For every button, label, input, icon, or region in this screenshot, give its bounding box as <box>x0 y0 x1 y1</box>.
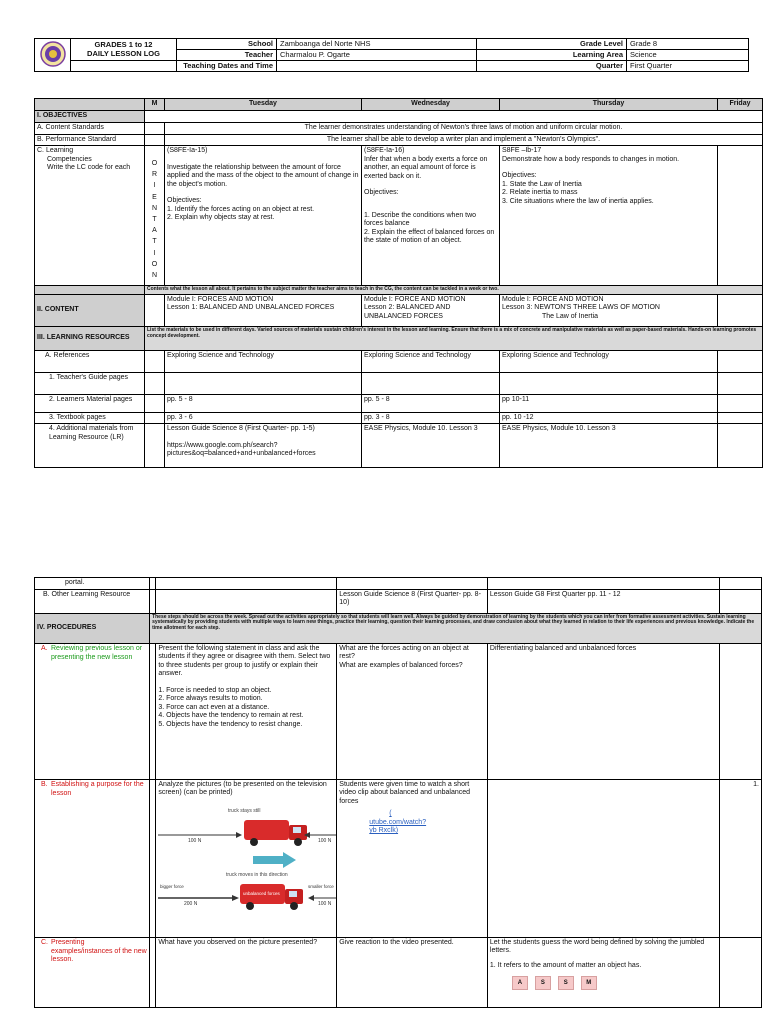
performance-standard-text: The learner shall be able to develop a writer plan and implement a "Newton's Olympics". <box>165 134 763 146</box>
quarter-label: Quarter <box>477 61 627 72</box>
module-title: Module I: FORCE AND MOTION <box>502 295 604 303</box>
big-arrow-head <box>232 895 239 901</box>
orientation-letter: T <box>152 216 157 223</box>
smaller-force-label: smaller force <box>308 883 335 889</box>
competency-text: Infer that when a body exerts a force on another, an equal amount of force is exerted back on it. <box>364 155 488 180</box>
search-url-link-cont[interactable]: pictures&oq=balanced+and+unbalanced+forces <box>167 450 316 458</box>
day-friday: Friday <box>718 99 763 111</box>
grade-value: Grade 8 <box>627 39 749 50</box>
letter-tile: M <box>581 976 597 990</box>
wednesday-reference: Exploring Science and Technology <box>362 350 500 372</box>
content-heading: II. CONTENT <box>35 294 145 326</box>
objectives-title: Objectives: <box>364 189 399 197</box>
procedure-letter: C. <box>41 938 48 946</box>
day-wednesday: Wednesday <box>362 99 500 111</box>
orientation-column <box>145 146 165 286</box>
video-link-id[interactable]: yb Rxclk) <box>369 827 399 835</box>
thursday-content <box>500 294 718 326</box>
thursday-reference: Exploring Science and Technology <box>500 350 718 372</box>
letter-tile: A <box>512 976 528 990</box>
thursday-competency <box>500 146 718 286</box>
module-title: Module I: FORCE AND MOTION <box>364 295 466 303</box>
tuesday-lm-pages: pp. 5 - 8 <box>165 394 362 412</box>
learners-material-label: 2. Learners Material pages <box>35 394 145 412</box>
competency-code: (S8FE-Ia-15) <box>167 147 208 155</box>
statement-item: 4. Objects have the tendency to remain at rest. <box>158 712 304 720</box>
statement-item: 5. Objects have the tendency to resist change. <box>158 720 303 728</box>
orientation-letter: N <box>151 271 158 279</box>
truck-1 <box>244 820 307 846</box>
lesson-table-page2 <box>34 577 762 1008</box>
module-title: Module I: FORCES AND MOTION <box>167 295 274 303</box>
motion-arrow-head <box>283 852 296 868</box>
resources-note: List the materials to be used in different days. Varied sources of materials sustain children's interest in the lesson and learning. Ensure that there is a mix of concrete and manipulative materials as well as paper-based materials. Hands-on learning promotes concept development. <box>145 326 763 350</box>
orientation-letter: I <box>153 182 156 190</box>
search-url-link[interactable]: https://www.google.com.ph/search? <box>167 441 278 449</box>
wednesday-procedure-a: What are the forces acting on an object at rest? What are examples of balanced forces? <box>337 643 488 779</box>
procedure-title: Presenting examples/instances of the new lesson. <box>51 939 147 964</box>
additional-materials-label: 4. Additional materials from Learning Resource (LR) <box>35 424 145 468</box>
tuesday-competency <box>165 146 362 286</box>
procedure-title: Reviewing previous lesson or presenting the new lesson <box>51 645 143 661</box>
unbalanced-label: unbalanced forces <box>243 890 281 896</box>
competencies-label-3: Write the LC code for each <box>47 164 131 172</box>
thursday-lm-pages: pp 10-11 <box>500 394 718 412</box>
video-link[interactable]: utube.com/watch? <box>369 818 427 826</box>
competency-code: S8FE –Ib-17 <box>502 147 542 155</box>
lesson-table-page1 <box>34 98 763 468</box>
objectives-title: Objectives: <box>502 172 537 180</box>
orientation-letter: O <box>151 160 158 168</box>
procedures-heading: IV. PROCEDURES <box>35 613 150 643</box>
deped-seal <box>35 39 71 72</box>
thursday-other-resource: Lesson Guide G8 First Quarter pp. 11 - 12 <box>487 589 719 613</box>
competency-code: (S8FE-Ia-16) <box>364 147 405 155</box>
bigger-force-label: bigger force <box>160 883 185 889</box>
objective-item: 1. Identify the forces acting on an object at rest. <box>167 205 315 213</box>
lesson-guide-ref: Lesson Guide Science 8 (First Quarter- pp. 1-5) <box>167 425 315 433</box>
content-standards-text: The learner demonstrates understanding of Newton's three laws of motion and uniform circular motion. <box>165 123 763 135</box>
textbook-label: 3. Textbook pages <box>35 412 145 424</box>
smaller-force-value: 100 N <box>318 900 332 907</box>
competencies-label-2: Competencies <box>47 155 92 163</box>
orientation-letter: O <box>151 260 158 268</box>
competencies-label-1: C. Learning <box>37 147 74 155</box>
day-thursday: Thursday <box>500 99 718 111</box>
procedure-b-label <box>35 779 150 937</box>
lesson-title: Lesson 3: NEWTON'S THREE LAWS OF MOTION <box>502 304 660 312</box>
title-line1: GRADES 1 to 12 <box>94 39 153 49</box>
area-value: Science <box>627 50 749 61</box>
orientation-letter: E <box>152 193 157 201</box>
wednesday-other-resource: Lesson Guide Science 8 (First Quarter- pp. 8-10) <box>337 589 488 613</box>
procedures-note: These steps should be across the week. Spread out the activities appropriately so that students will learn well. Always be guided by demonstration of learning by the students which you can infer from formative assessment activities. Sustain learning systematically by providing students with multiple ways to learn new things, practice their learning, question their learning processes, and draw conclusion about what they learned in relation to their life experiences and previous knowledge. Indicate the time allotment for each step. <box>150 613 762 643</box>
tuesday-content <box>165 294 362 326</box>
thursday-procedure-c <box>487 937 719 1007</box>
tuesday-textbook-pages: pp. 3 - 6 <box>165 412 362 424</box>
references-label: A. References <box>35 350 145 372</box>
lesson-title: Lesson 1: BALANCED AND UNBALANCED FORCES <box>167 304 335 312</box>
procedure-title: Establishing a purpose for the lesson <box>51 781 144 797</box>
competency-text: Demonstrate how a body responds to changes in motion. <box>502 155 680 163</box>
statement-list <box>158 687 334 730</box>
jumbled-letters <box>490 976 717 990</box>
objective-item: 2. Relate inertia to mass <box>502 189 578 197</box>
balanced-forces-picture <box>158 798 336 928</box>
jumbled-question: 1. It refers to the amount of matter an object has. <box>489 961 642 969</box>
dates-label: Teaching Dates and Time <box>177 61 277 72</box>
school-label: School <box>177 39 277 50</box>
school-value: Zamboanga del Norte NHS <box>277 39 477 50</box>
bigger-force-value: 200 N <box>184 900 198 907</box>
portal-continued: portal. <box>35 578 150 590</box>
thursday-procedure-a: Differentiating balanced and unbalanced forces <box>487 643 719 779</box>
wednesday-content <box>362 294 500 326</box>
procedure-text: Let the students guess the word being defined by solving the jumbled letters. <box>489 938 705 955</box>
motion-arrow-body <box>253 856 283 864</box>
tuesday-procedure-a <box>156 643 337 779</box>
tuesday-additional <box>165 424 362 468</box>
competencies-label <box>35 146 145 286</box>
procedure-text: Analyze the pictures (to be presented on the television screen) (can be printed) <box>158 780 327 797</box>
video-link-open[interactable]: ( <box>389 810 392 818</box>
statement-item: 2. Force always results to motion. <box>158 695 263 703</box>
lesson-subtitle: The Law of Inertia <box>542 312 599 320</box>
content-note: Contents what the lesson all about. It pertains to the subject matter the teacher aims to teach in the CG, the content can be tackled in a week or two. <box>145 286 763 295</box>
teacher-label: Teacher <box>177 50 277 61</box>
objectives-title: Objectives: <box>167 197 202 205</box>
lesson-title: Lesson 2: BALANCED AND UNBALANCED FORCES <box>364 304 451 320</box>
orientation-letter: A <box>152 227 157 235</box>
letter-tile: S <box>558 976 574 990</box>
title-line2: DAILY LESSON LOG <box>87 48 160 58</box>
procedure-text: Students were given time to watch a short video clip about balanced and unbalanced forces <box>339 780 471 805</box>
content-standards-label: A. Content Standards <box>35 123 145 135</box>
quarter-value: First Quarter <box>627 61 749 72</box>
truck-diagram <box>158 798 336 928</box>
left-arrow-head <box>236 832 242 838</box>
objective-item: 1. State the Law of Inertia <box>502 180 582 188</box>
procedure-a-label <box>35 643 150 779</box>
caption-stays-still: truck stays still <box>228 807 261 814</box>
wednesday-competency <box>362 146 500 286</box>
wednesday-procedure-c: Give reaction to the video presented. <box>337 937 488 1007</box>
other-resources-label: B. Other Learning Resource <box>35 589 150 613</box>
right-force-label: 100 N <box>318 837 332 844</box>
competency-text: Investigate the relationship between the amount of force applied and the mass of the object to the amount of change in the object's motion. <box>167 163 359 188</box>
dates-value <box>277 61 477 72</box>
objective-item: 1. Describe the conditions when two forces balance <box>364 211 477 228</box>
grade-label: Grade Level <box>477 39 627 50</box>
performance-standard-label: B. Performance Standard <box>35 134 145 146</box>
tuesday-procedure-b <box>156 779 337 937</box>
orientation-letter: R <box>151 171 158 179</box>
objectives-heading: I. OBJECTIVES <box>35 111 145 123</box>
wednesday-textbook-pages: pp. 3 - 8 <box>362 412 500 424</box>
seal-icon <box>40 41 66 67</box>
truck-2 <box>240 884 303 910</box>
left-force-label: 100 N <box>188 837 202 844</box>
thursday-textbook-pages: pp. 10 -12 <box>500 412 718 424</box>
procedure-letter: B. <box>41 780 48 788</box>
orientation-letter: T <box>152 238 157 246</box>
procedure-c-label <box>35 937 150 1007</box>
day-tuesday: Tuesday <box>165 99 362 111</box>
thursday-additional: EASE Physics, Module 10. Lesson 3 <box>500 424 718 468</box>
procedure-letter: A. <box>41 644 48 652</box>
letter-tile: S <box>535 976 551 990</box>
orientation-letter: N <box>151 204 158 212</box>
small-arrow-head <box>308 895 314 901</box>
caption-moves: truck moves in this direction <box>226 871 289 878</box>
resources-heading: III. LEARNING RESOURCES <box>35 326 145 350</box>
day-m: M <box>145 99 165 111</box>
tuesday-procedure-c: What have you observed on the picture presented? <box>156 937 337 1007</box>
teachers-guide-label: 1. Teacher's Guide pages <box>35 372 145 394</box>
objective-item: 2. Explain the effect of balanced forces on the state of motion of an object. <box>364 228 495 245</box>
statement-item: 3. Force can act even at a distance. <box>158 703 270 711</box>
wednesday-additional: EASE Physics, Module 10. Lesson 3 <box>362 424 500 468</box>
wednesday-procedure-b <box>337 779 488 937</box>
tuesday-reference: Exploring Science and Technology <box>165 350 362 372</box>
wednesday-lm-pages: pp. 5 - 8 <box>362 394 500 412</box>
friday-procedure-b: 1. <box>720 779 762 937</box>
orientation-letter: I <box>153 249 156 257</box>
teacher-value: Charmalou P. Ogarte <box>277 50 477 61</box>
statement-item: 1. Force is needed to stop an object. <box>158 686 272 694</box>
procedure-text: Present the following statement in class and ask the students if they agree or disagree with them. Select two to three students per group to justify or explain their answer. <box>158 644 331 678</box>
doc-title <box>71 39 177 61</box>
objective-item: 3. Cite situations where the law of inertia applies. <box>502 197 654 205</box>
objective-item: 2. Explain why objects stay at rest. <box>167 214 275 222</box>
header-table <box>34 38 749 72</box>
area-label: Learning Area <box>477 50 627 61</box>
